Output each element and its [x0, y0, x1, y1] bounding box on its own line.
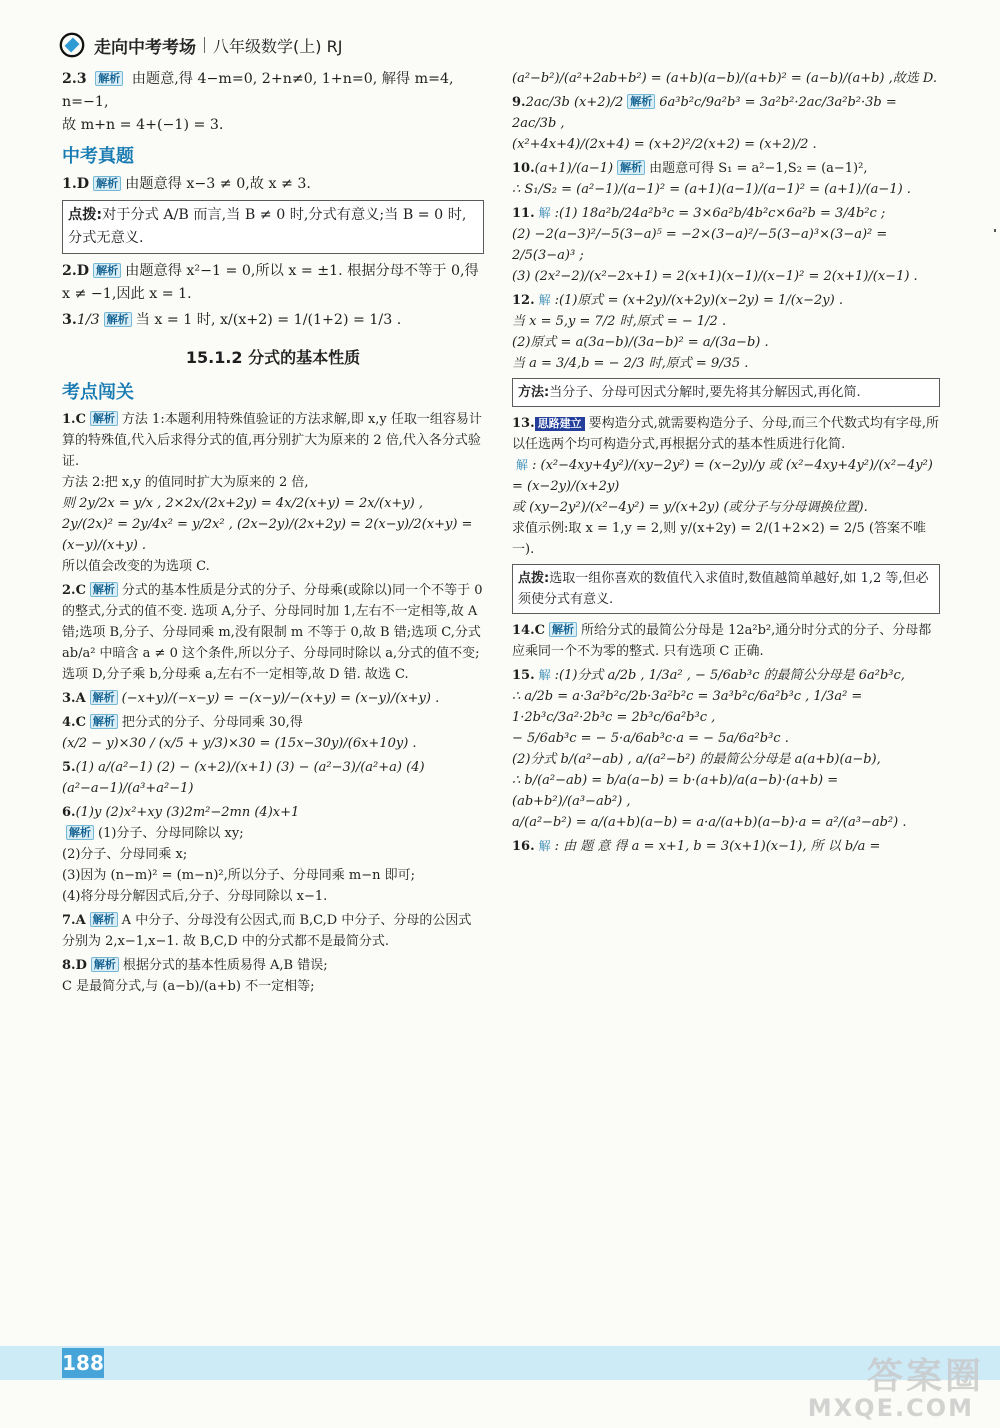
analysis-tag: 解析	[90, 582, 118, 597]
tip-label: 点拨:	[518, 571, 550, 586]
method-label: 方法:	[518, 385, 550, 400]
analysis-tag: 解析	[90, 912, 118, 927]
item-number: 13.	[512, 416, 535, 431]
solution-label: 解	[538, 668, 551, 682]
tip-box-2	[512, 564, 940, 614]
method-2: 方法 2:把 x,y 的值同时扩大为原来的 2 倍,	[62, 475, 309, 490]
item-conclusion: 所以值会改变的为选项 C.	[62, 559, 210, 574]
equation: 当 x = 5,y = 7/2 时,原式 = − 1/2 .	[512, 314, 727, 329]
item-text: 方法 1:本题利用特殊值验证的方法求解,即 x,y 任取一组容易计算的特殊值,代入后求得分式的值,再分别扩大为原来的 2 倍,代入各分式验证.	[62, 412, 482, 469]
k-item-1	[62, 409, 484, 577]
page-header	[58, 28, 342, 62]
answer: 1/3	[76, 312, 100, 328]
equation: 或 (xy−2y²)/(x²−4y²) = y/(x+2y) (或分子与分母调换位置).	[512, 500, 868, 515]
equation: : (x²−4xy+4y²)/(xy−2y²) = (x−2y)/y 或 (x²−4xy+4y²)/(x²−4y²) = (x−2y)/(x+2y)	[512, 458, 933, 494]
answer: (1)y (2)x²+xy (3)2m²−2mn (4)x+1	[75, 805, 300, 820]
left-column	[62, 68, 484, 1000]
item-number: 7.A	[62, 913, 86, 928]
zk-item-1	[62, 173, 484, 196]
tip-label: 点拨:	[68, 207, 103, 223]
k-item-6	[62, 802, 484, 907]
section-title: 15.1.2 分式的基本性质	[185, 348, 361, 367]
item-number: 1.D	[62, 176, 90, 192]
item-text: 根据分式的基本性质易得 A,B 错误;	[122, 958, 328, 973]
item-number: 16.	[512, 839, 535, 854]
watermark-url: MXQE.COM	[807, 1394, 974, 1422]
item-text: 求值示例:取 x = 1,y = 2,则 y/(x+2y) = 2/(1+2×2) = 2/5 (答案不唯一).	[512, 521, 926, 557]
item-number: 3.	[62, 312, 77, 328]
analysis-tag: 解析	[90, 690, 118, 705]
logo-icon	[58, 31, 86, 59]
site-watermark	[804, 1348, 984, 1422]
equation: (3) (2x²−2)/(x²−2x+1) = 2(x+1)(x−1)/(x−1)² = 2(x+1)/(x−1) .	[512, 269, 918, 284]
tip-text: 选取一组你喜欢的数值代入求值时,数值越简单越好,如 1,2 等,但必须使分式有意义.	[518, 571, 929, 607]
equation: 当 a = 3/4,b = − 2/3 时,原式 = 9/35 .	[512, 356, 749, 371]
item-9	[512, 92, 940, 155]
item-14	[512, 620, 940, 662]
item-text: 当 x = 1 时, x/(x+2) = 1/(1+2) = 1/3 .	[135, 312, 402, 328]
equation: − 5/6ab³c = − 5·a/6ab³c·a = − 5a/6a²b³c .	[512, 731, 789, 746]
item-number: 3.A	[62, 691, 86, 706]
k-item-3	[62, 688, 484, 709]
item-8-continued: (a²−b²)/(a²+2ab+b²) = (a+b)(a−b)/(a+b)² = (a−b)/(a+b) ,故选 D.	[512, 71, 937, 86]
method-text: 当分子、分母可因式分解时,要先将其分解因式,再化简.	[549, 385, 861, 400]
tip-text: 对于分式 A/B 而言,当 B ≠ 0 时,分式有意义;当 B = 0 时,分式无意义.	[68, 207, 467, 246]
zk-item-3	[62, 309, 484, 332]
item-number: 1.C	[62, 412, 86, 427]
tip-box	[62, 200, 484, 254]
equation: (2)分式 b/(a²−ab) , a/(a²−b²) 的最简公分母是 a(a+b)(a−b),	[512, 752, 881, 767]
item-number: 6.	[62, 805, 76, 820]
analysis-tag: 解析	[617, 160, 645, 175]
header-divider	[204, 37, 205, 53]
k-item-7	[62, 910, 484, 952]
item-number: 15.	[512, 668, 535, 683]
item-number: 14.C	[512, 623, 545, 638]
item-text: 要构造分式,就需要构造分子、分母,而三个代数式均有字母,所以任选两个均可构造分式,再根据分式的基本性质进行化简.	[512, 416, 940, 452]
equation: (x/2 − y)×30 / (x/5 + y/3)×30 = (15x−30y)/(6x+10y) .	[62, 736, 417, 751]
heading-zhongkao: 中考真题	[62, 146, 134, 167]
analysis-tag: 解析	[104, 312, 132, 327]
equation: (2)原式 = a(3a−b)/(3a−b)² = a/(3a−b) .	[512, 335, 769, 350]
approach-tag: 思路建立	[535, 417, 585, 431]
item-16	[512, 836, 940, 857]
item-text: (1)分子、分母同除以 xy;	[98, 826, 244, 841]
item-text: (4)将分母分解因式后,分子、分母同除以 x−1.	[62, 889, 328, 904]
analysis-tag: 解析	[90, 714, 118, 729]
k-item-8	[62, 955, 484, 997]
watermark-logo: 答案圈	[866, 1356, 984, 1397]
item-text: 分式的基本性质是分式的分子、分母乘(或除以)同一个不等于 0 的整式,分式的值不变. 选项 A,分子、分母同时加 1,左右不一定相等,故 A 错;选项 B,分子、分母同乘 m,没有限制 m 不等于 0,故 B 错;选项 C,分式 ab/a² 中暗含 a ≠ 0 这个条件,所以分子、分母同时除以 a,分式的值不变;选项 D,分子乘 b,分母乘 a,左右不一定相等,故 D 错. 故选 C.	[62, 583, 483, 682]
item-number: 9.	[512, 95, 526, 110]
analysis-tag: 解析	[95, 71, 123, 86]
item-text: 所给分式的最简公分母是 12a²b²,通分时分式的分子、分母都应乘同一个不为零的整式. 只有选项 C 正确.	[512, 623, 932, 659]
item-text: (2)分子、分母同乘 x;	[62, 847, 188, 862]
item-11	[512, 203, 940, 287]
item-text: (3)因为 (n−m)² = (m−n)²,所以分子、分母同乘 m−n 即可;	[62, 868, 415, 883]
analysis-tag: 解析	[549, 622, 577, 637]
right-column	[512, 68, 940, 860]
heading-kaodian: 考点闯关	[62, 382, 134, 403]
item-15	[512, 665, 940, 833]
equation: 2y/(2x)² = 2y/4x² = y/2x² , (2x−2y)/(2x+2y) = 2(x−y)/2(x+y) = (x−y)/(x+y) .	[62, 517, 473, 553]
item-number: 4.C	[62, 715, 86, 730]
equation: ∴ a/2b = a·3a²b²c/2b·3a²b²c = 3a³b²c/6a²b³c , 1/3a² = 1·2b³c/3a²·2b³c = 2b³c/6a²b³c ,	[512, 689, 863, 725]
equation: (2) −2(a−3)²/−5(3−a)⁵ = −2×(3−a)²/−5(3−a)³×(3−a)² = 2/5(3−a)³ ;	[512, 227, 888, 263]
page-number: 188	[62, 1348, 104, 1378]
item-number: 10.	[512, 161, 535, 176]
equation: :(1)分式 a/2b , 1/3a² , − 5/6ab³c 的最简公分母是 6a²b³c,	[554, 668, 905, 683]
item-text: 由题意得 x²−1 = 0,所以 x = ±1. 根据分母不等于 0,得 x ≠ −1,因此 x = 1.	[62, 263, 479, 302]
item-text: C 是最简分式,与 (a−b)/(a+b) 不一定相等;	[62, 979, 315, 994]
equation: : 由 题 意 得 a = x+1, b = 3(x+1)(x−1), 所 以 b/a =	[554, 839, 881, 854]
item-text: 由题意得 x−3 ≠ 0,故 x ≠ 3.	[125, 176, 311, 192]
item-number: 2.C	[62, 583, 86, 598]
item-conclusion: 故 m+n = 4+(−1) = 3.	[62, 117, 224, 133]
item-text: A 中分子、分母没有公因式,而 B,C,D 中分子、分母的公因式分别为 2,x−1,x−1. 故 B,C,D 中的分式都不是最简分式.	[62, 913, 472, 949]
solution-label: 解	[516, 458, 529, 472]
analysis-tag: 解析	[91, 957, 119, 972]
equation: :(1) 18a²b/24a²b³c = 3×6a²b/4b²c×6a²b = 3/4b²c ;	[554, 206, 886, 221]
item-number: 2.D	[62, 263, 90, 279]
header-title: 走向中考考场	[94, 37, 196, 58]
header-subtitle: 八年级数学(上) RJ	[213, 36, 343, 56]
item-number: 8.D	[62, 958, 87, 973]
solution-label: 解	[538, 839, 551, 853]
item-13	[512, 413, 940, 560]
analysis-tag: 解析	[90, 411, 118, 426]
analysis-tag: 解析	[66, 825, 94, 840]
analysis-tag: 解析	[627, 94, 655, 109]
equation: ∴ S₁/S₂ = (a²−1)/(a−1)² = (a+1)(a−1)/(a−1)² = (a+1)/(a−1) .	[512, 182, 911, 197]
item-text: 把分式的分子、分母同乘 30,得	[121, 715, 303, 730]
equation: 则 2y/2x = y/x , 2×2x/(2x+2y) = 4x/2(x+y) = 2x/(x+y) ,	[62, 496, 423, 511]
item-text: 由题意可得 S₁ = a²−1,S₂ = (a−1)²,	[649, 161, 868, 176]
item-number: 2.3	[62, 71, 87, 87]
edge-mark	[994, 229, 996, 232]
equation: ∴ b/(a²−ab) = b/a(a−b) = b·(a+b)/a(a−b)·(a+b) = (ab+b²)/(a³−ab²) ,	[512, 773, 839, 809]
answer: (a+1)/(a−1)	[534, 161, 614, 176]
answer: 2ac/3b (x+2)/2	[525, 95, 624, 110]
analysis-tag: 解析	[93, 176, 121, 191]
k-item-2	[62, 580, 484, 685]
item-12	[512, 290, 940, 374]
k-item-4	[62, 712, 484, 754]
k-item-5	[62, 757, 484, 799]
equation: a/(a²−b²) = a/(a+b)(a−b) = a·a/(a+b)(a−b)·a = a²/(a³−ab²) .	[512, 815, 907, 830]
item-2-3	[62, 68, 484, 137]
item-text: (1) a/(a²−1) (2) − (x+2)/(x+1) (3) − (a²−3)/(a²+a) (4) (a²−a−1)/(a³+a²−1)	[62, 760, 425, 796]
item-number: 12.	[512, 293, 535, 308]
item-text: 由题意,得 4−m=0, 2+n≠0, 1+n=0, 解得 m=4, n=−1,	[62, 71, 454, 110]
zk-item-2	[62, 260, 484, 306]
item-number: 11.	[512, 206, 535, 221]
item-text: (−x+y)/(−x−y) = −(x−y)/−(x+y) = (x−y)/(x+y) .	[121, 691, 440, 706]
analysis-tag: 解析	[93, 263, 121, 278]
solution-label: 解	[538, 206, 551, 220]
equation: (x²+4x+4)/(2x+4) = (x+2)²/2(x+2) = (x+2)/2 .	[512, 137, 817, 152]
method-box	[512, 378, 940, 407]
item-10	[512, 158, 940, 200]
item-number: 5.	[62, 760, 76, 775]
equation: :(1)原式 = (x+2y)/(x+2y)(x−2y) = 1/(x−2y) .	[554, 293, 843, 308]
item-text: 6a³b²c/9a²b³ = 3a²b²·2ac/3a²b²·3b = 2ac/3b ,	[512, 95, 897, 131]
solution-label: 解	[538, 293, 551, 307]
